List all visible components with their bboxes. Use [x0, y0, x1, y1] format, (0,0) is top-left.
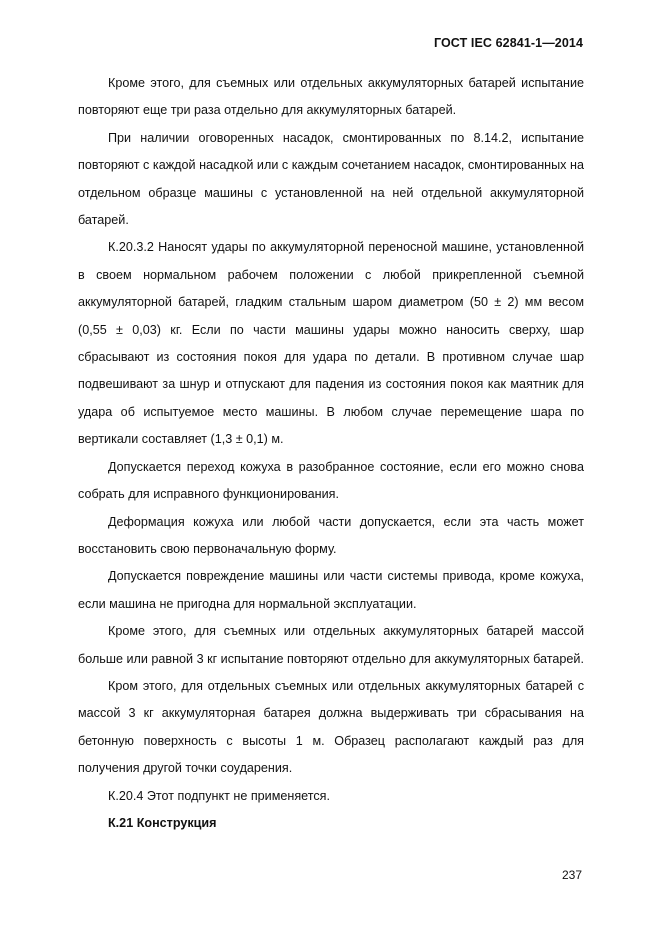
document-body: [78, 70, 584, 837]
paragraph-k20-4: К.20.4 Этот подпункт не применяется.: [108, 788, 330, 803]
paragraph-battery-repeat: Кроме этого, для съемных или отдельных аккумуляторных батарей испытание повторяют еще три раза отдельно для аккумуляторных батарей.: [78, 76, 584, 118]
paragraph-k20-3-2-impact-test: К.20.3.2 Наносят удары по аккумуляторной переносной машине, установленной в своем нормальном рабочем положении с любой прикрепленной съемной аккумуляторной батарей, гладким стальным шаром диаметром (50 ± 2) мм весом (0,55 ± 0,03) кг. Если по части машины удары можно наносить сверху, шар сбрасывают из состояния покоя для удара по детали. В противном случае шар подвешивают за шнур и отпускают для падения из состояния покоя как маятник для удара об испытуемое место машины. В любом случае перемещение шара по вертикали составляет (1,3 ± 0,1) м.: [78, 240, 584, 447]
paragraph-battery-mass-3kg: Кроме этого, для съемных или отдельных аккумуляторных батарей массой больше или равной 3 кг испытание повторяют отдельно для аккумуляторных батарей.: [78, 624, 584, 666]
page-number: 237: [561, 868, 582, 882]
section-heading-k21: К.21 Конструкция: [108, 815, 217, 830]
document-standard-code: ГОСТ IEC 62841-1—2014: [433, 36, 583, 50]
paragraph-damage: Допускается повреждение машины или части системы привода, кроме кожуха, если машина не пригодна для нормальной эксплуатации.: [78, 569, 584, 611]
paragraph-attachments: При наличии оговоренных насадок, смонтированных по 8.14.2, испытание повторяют с каждой насадкой или с каждым сочетанием насадок, смонтированных на отдельном образце машины с установленной на ней отдельной аккумуляторной батарей.: [78, 130, 584, 228]
paragraph-drop-test: Кром этого, для отдельных съемных или отдельных аккумуляторных батарей с массой 3 кг аккумуляторная батарея должна выдерживать три сбрасывания на бетонную поверхность с высоты 1 м. Образец располагают каждый раз для получения другой точки соударения.: [78, 678, 584, 776]
paragraph-deformation: Деформация кожуха или любой части допускается, если эта часть может восстановить свою первоначальную форму.: [78, 514, 584, 556]
paragraph-housing-disassembly: Допускается переход кожуха в разобранное состояние, если его можно снова собрать для исправного функционирования.: [78, 459, 584, 502]
